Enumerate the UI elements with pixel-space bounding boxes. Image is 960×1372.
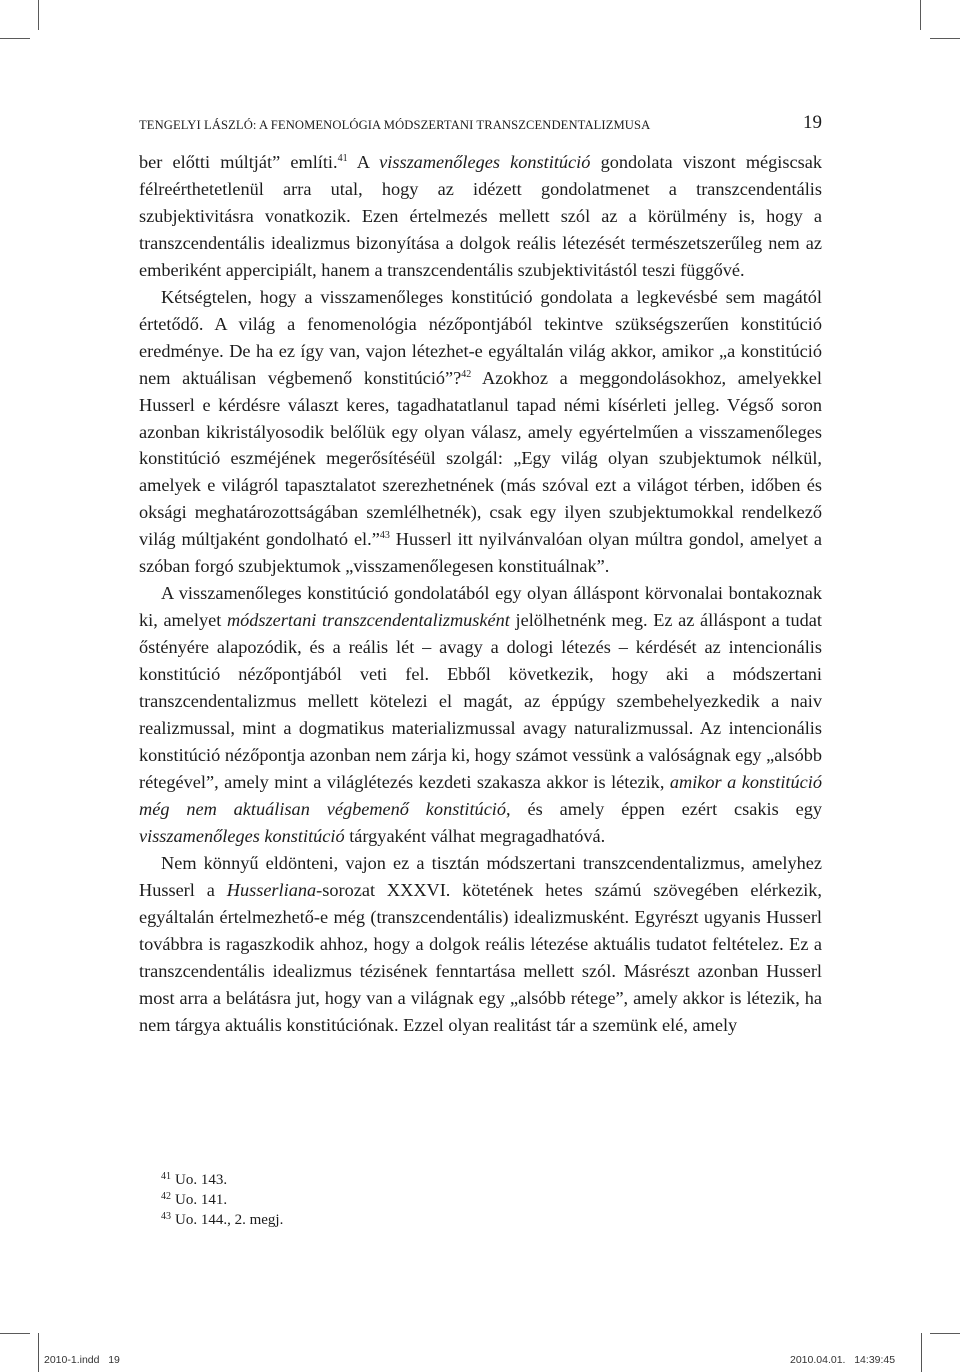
body-text xyxy=(139,149,822,1038)
paragraph-3: A visszamenőleges konstitúció gondolatából egy olyan álláspont körvonalai bontakoznak ki, amelyet módszertani transzcendentalizmusként jelölhetnénk meg. Ez az álláspont a tudat őstényére alapozódik, és a reális lét – avagy a dologi létezés – kérdését az intencionális konstitúció nézőpontjából veti fel. Ebből következik, hogy aki a módszertani transzcendentalizmus mellett kötelezi el magát, az éppúgy szembehelyezkedik a naiv realizmussal, mint a dogmatikus materializmussal avagy naturalizmussal. Az intencionális konstitúció nézőpontja azonban nem zárja ki, hogy számot vessünk a valóságnak egy „alsóbb rétegével”, amely mint a világlétezés kezdeti szakasza akkor is létezik, amikor a konstitúció még nem aktuálisan végbemenő konstitúció, és amely éppen ezért csakis egy visszamenőleges konstitúció tárgyaként válhat megragadhatóvá. xyxy=(139,583,823,846)
footnote: $^{43}$ Uo. 144., 2. megj. xyxy=(161,1211,284,1228)
crop-mark xyxy=(930,1333,960,1334)
footnotes xyxy=(139,1170,539,1230)
slug-frame xyxy=(38,1333,922,1372)
running-title: TENGELYI LÁSZLÓ: A FENOMENOLÓGIA MÓDSZERTANI TRANSZCENDENTALIZMUSA xyxy=(139,118,651,132)
crop-mark xyxy=(920,0,921,30)
paragraph-4: Nem könnyű eldönteni, vajon ez a tisztán módszertani transzcendentalizmus, amelyhez Husserl a Husserliana-sorozat XXXVI. kötetének hetes számú szövegében elérkezik, egyáltalán értelmezhető-e még (transzcendentális) idealizmusként. Egyrészt ugyanis Husserl továbbra is ragaszkodik ahhoz, hogy a dolgok reális létezése aktuális tudatot feltételez. Ez a transzcendentális idealizmus tézisének fenntartása mellett szól. Másrészt azonban Husserl most arra a belátásra jut, hogy van a világnak egy „alsóbb rétege”, amely akkor is létezik, ha nem tárgya aktuális konstitúciónak. Ezzel olyan realitást tár a szemünk elé, amely xyxy=(139,852,822,1035)
slug-timestamp: 2010.04.01. 14:39:45 xyxy=(790,1354,896,1366)
page-number: 19 xyxy=(803,112,822,133)
paragraph-1: ber előtti múltját” említi.$^{41}$ A visszamenőleges konstitúció gondolata viszont mégiscsak félreérthetetlenül arra utal, hogy az idézett gondolatmenet a transzcendentális szubjektivitásra vonatkozik. Ezen értelmezés mellett szól az a körülmény is, hogy a transzcendentális idealizmus bizonyítása a dolgok reális létezését természetszerűleg nem az emberiként appercipiált, hanem a transzcendentális szubjektivitástól teszi függővé. xyxy=(139,152,822,280)
running-header xyxy=(139,112,822,138)
slug-filename: 2010-1.indd 19 xyxy=(44,1354,120,1366)
paragraph-2: Kétségtelen, hogy a visszamenőleges konstitúció gondolata a legkevésbé sem magától értetődő. A világ a fenomenológia nézőpontjából tekintve szükségszerűen konstitúció eredménye. De ha ez így van, vajon létezhet-e egyáltalán világ akkor, amikor „a konstitúció nem aktuálisan végbemenő konstitúció”?$^{42}$ Azokhoz a meggondolásokhoz, amelyekkel Husserl e kérdésre választ keres, tagadhatatlanul tapad némi kísérleti jelleg. Végső soron azonban kikristályosodik belőlük egy olyan válasz, amely egyértelműen a visszamenőleges konstitúció eszméjének megerősítéséül szolgál: „Egy világ olyan szubjektumok nélkül, amelyek e világról tapasztalatot szerezhetnének (más szóval ezt a világot térben, időben és oksági meghatározottságában szemlélhetnék), csak egy ilyen szubjektumokkal rendelkező világ múltjaként gondolható el.”$^{43}$ Husserl itt nyilvánvalóan olyan múltra gondol, amelyet a szóban forgó szubjektumok „visszamenőlegesen konstituálnak”. xyxy=(139,286,822,577)
footnote: $^{42}$ Uo. 141. xyxy=(161,1191,228,1208)
footnote-ref-43[interactable]: 43 xyxy=(379,530,390,542)
crop-mark xyxy=(930,38,960,39)
footnote: $^{41}$ Uo. 143. xyxy=(161,1171,228,1188)
crop-mark xyxy=(0,38,30,39)
footnote-ref-41[interactable]: 41 xyxy=(337,153,348,164)
footnote-ref-42[interactable]: 42 xyxy=(461,368,472,380)
crop-mark xyxy=(38,0,39,30)
crop-mark xyxy=(0,1333,30,1334)
